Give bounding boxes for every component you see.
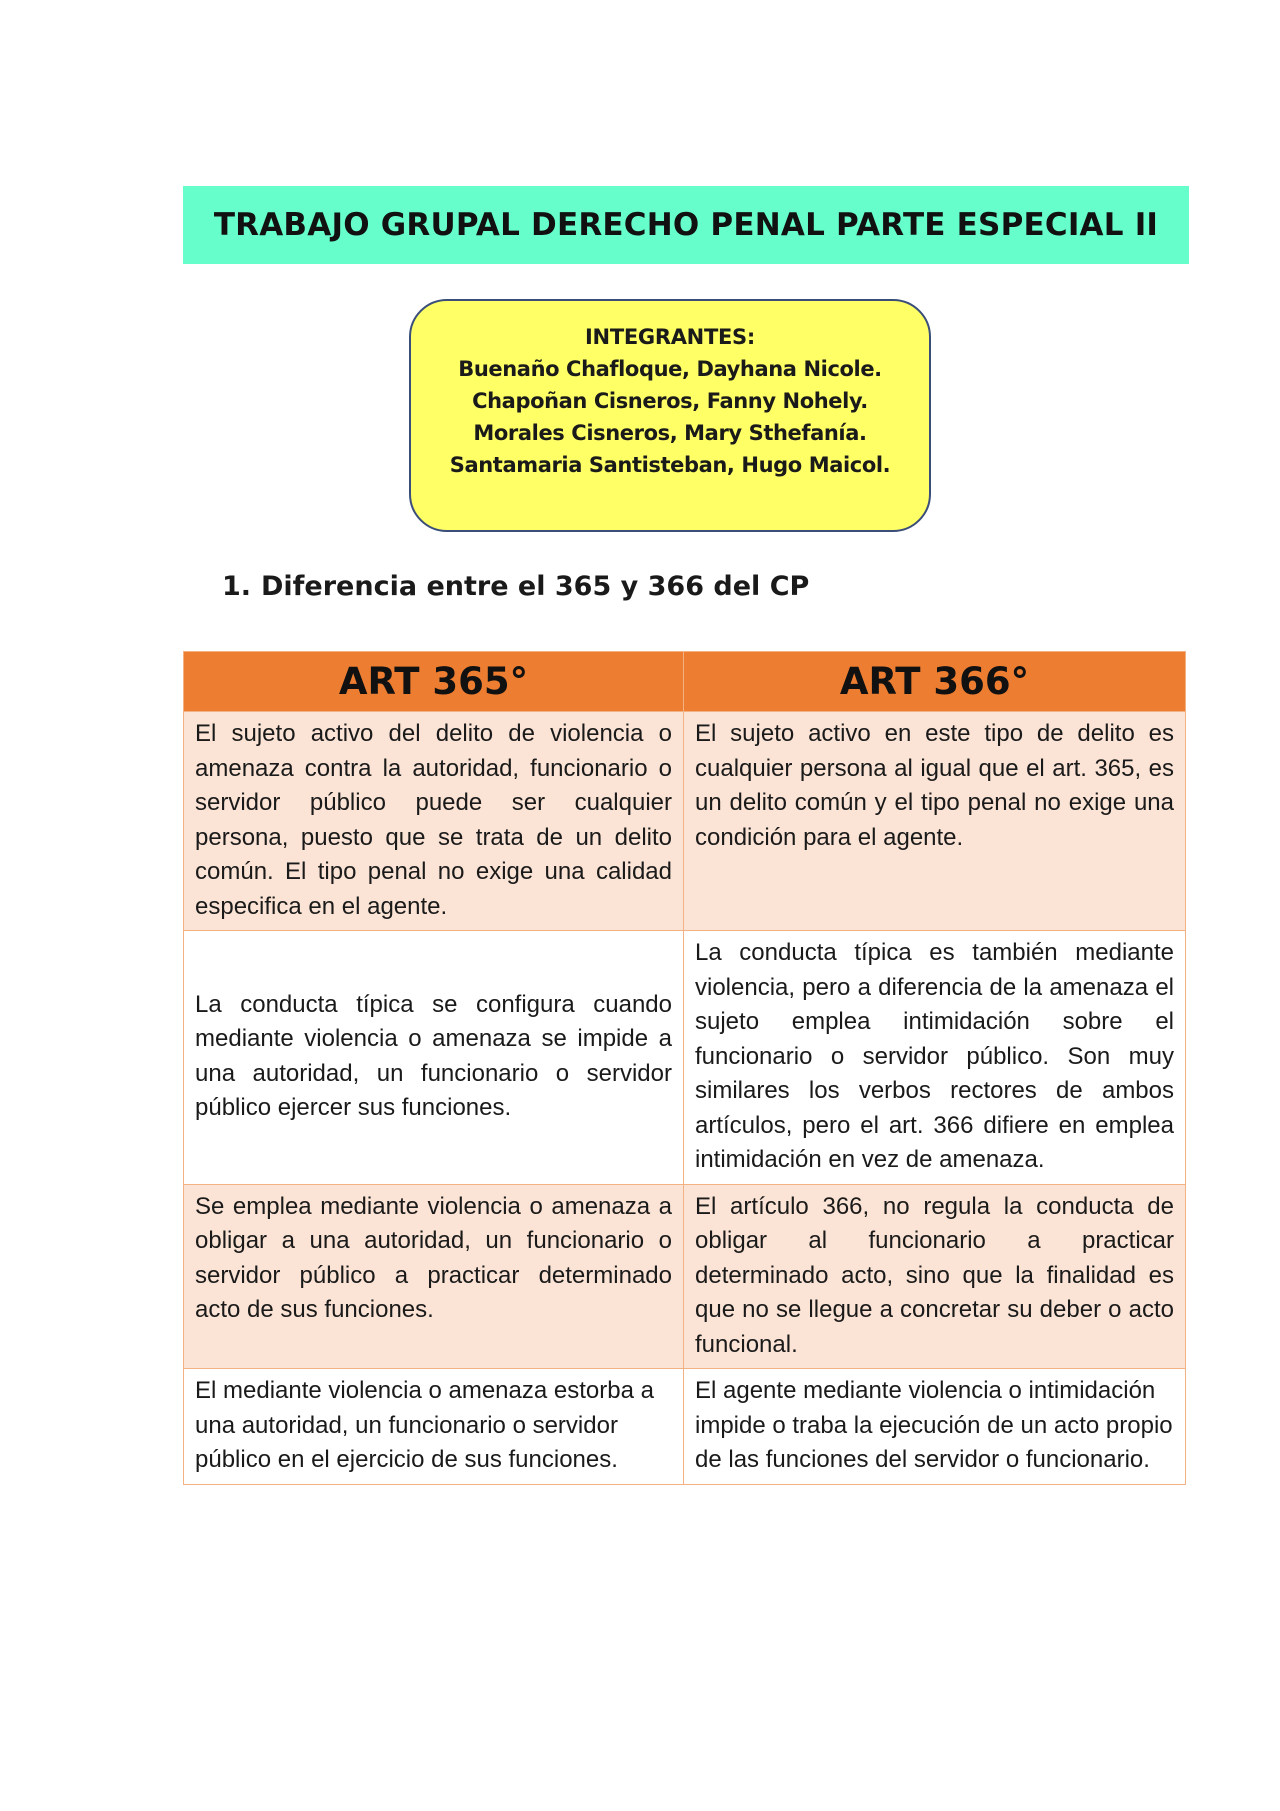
member-name: Morales Cisneros, Mary Sthefanía. bbox=[473, 420, 867, 445]
member-name: Chapoñan Cisneros, Fanny Nohely. bbox=[472, 388, 868, 413]
section-heading-text: Diferencia entre el 365 y 366 del CP bbox=[261, 571, 810, 602]
header-art-366: ART 366° bbox=[684, 652, 1186, 712]
header-art-365: ART 365° bbox=[184, 652, 684, 712]
members-box bbox=[409, 299, 931, 532]
table-header-row bbox=[184, 652, 1186, 712]
title-banner bbox=[183, 186, 1189, 264]
members-label: INTEGRANTES: bbox=[585, 324, 755, 349]
comparison-table bbox=[183, 651, 1186, 1485]
cell-art-365: La conducta típica se configura cuando mediante violencia o amenaza se impide a una autoridad, un funcionario o servidor público ejercer sus funciones. bbox=[184, 931, 684, 1185]
cell-art-366: El artículo 366, no regula la conducta de obligar al funcionario a practicar determinado acto, sino que la finalidad es que no se llegue a concretar su deber o acto funcional. bbox=[684, 1184, 1186, 1369]
table-row bbox=[184, 712, 1186, 931]
cell-art-366: La conducta típica es también mediante violencia, pero a diferencia de la amenaza el sujeto emplea intimidación sobre el funcionario o servidor público. Son muy similares los verbos rectores de ambos artículos, pero el art. 366 difiere en emplea intimidación en vez de amenaza. bbox=[684, 931, 1186, 1185]
table-row bbox=[184, 1369, 1186, 1485]
cell-art-365: El sujeto activo del delito de violencia o amenaza contra la autoridad, funcionario o servidor público puede ser cualquier persona, puesto que se trata de un delito común. El tipo penal no exige una calidad especifica en el agente. bbox=[184, 712, 684, 931]
cell-art-365: Se emplea mediante violencia o amenaza a obligar a una autoridad, un funcionario o servidor público a practicar determinado acto de sus funciones. bbox=[184, 1184, 684, 1369]
cell-art-366: El agente mediante violencia o intimidación impide o traba la ejecución de un acto propio de las funciones del servidor o funcionario. bbox=[684, 1369, 1186, 1485]
document-title: TRABAJO GRUPAL DERECHO PENAL PARTE ESPECIAL II bbox=[213, 207, 1159, 243]
cell-art-365: El mediante violencia o amenaza estorba a una autoridad, un funcionario o servidor público en el ejercicio de sus funciones. bbox=[184, 1369, 684, 1485]
cell-art-366: El sujeto activo en este tipo de delito es cualquier persona al igual que el art. 365, es un delito común y el tipo penal no exige una condición para el agente. bbox=[684, 712, 1186, 931]
table-row bbox=[184, 1184, 1186, 1369]
section-heading bbox=[222, 571, 809, 602]
table-row bbox=[184, 931, 1186, 1185]
member-name: Buenaño Chafloque, Dayhana Nicole. bbox=[458, 356, 882, 381]
section-number: 1. bbox=[222, 571, 252, 602]
member-name: Santamaria Santisteban, Hugo Maicol. bbox=[449, 452, 891, 477]
